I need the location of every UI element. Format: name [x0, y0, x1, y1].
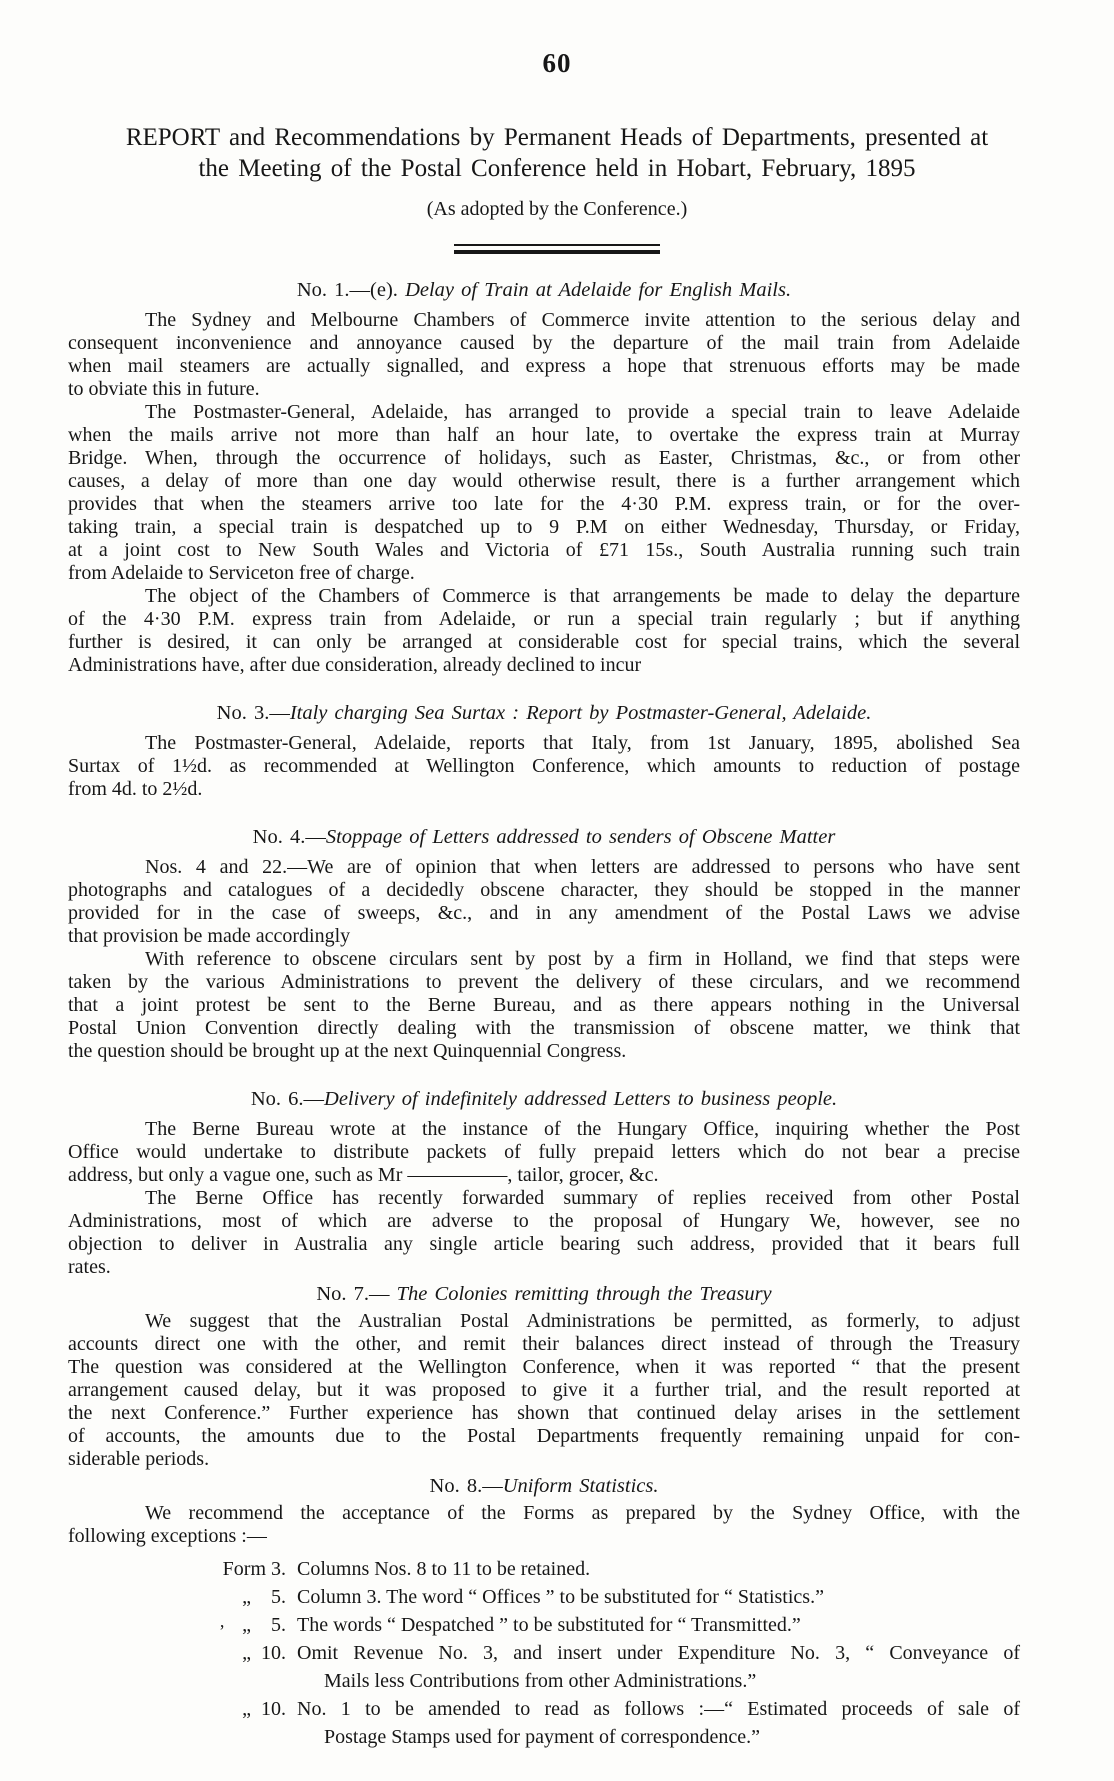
section-heading [68, 1474, 1020, 1498]
text-line: from 4d. to 2½d. [68, 778, 203, 800]
list-item-line: The words “ Despatched ” to be substituted for “ Transmitted.” [297, 1614, 801, 1636]
section-heading [68, 1087, 1020, 1111]
text-line: taken by the various Administrations to prevent the delivery of these circulars, and we recommend [68, 971, 1020, 993]
text-line: objection to deliver in Australia any single article bearing such address, provided that it bears full [68, 1233, 1020, 1255]
section-number: No. 4.— [252, 826, 326, 848]
text-line: We suggest that the Australian Postal Administrations be permitted, as formerly, to adjust [145, 1310, 1020, 1332]
text-line: The question was considered at the Wellington Conference, when it was reported “ that the present [68, 1356, 1020, 1378]
text-line: further is desired, it can only be arranged at considerable cost for special trains, which the several [68, 631, 1020, 653]
report-subtitle: (As adopted by the Conference.) [426, 198, 688, 220]
text-line: of accounts, the amounts due to the Postal Departments frequently remaining unpaid for con- [68, 1425, 1020, 1447]
section-title: Delivery of indefinitely addressed Letters to business people. [324, 1088, 838, 1110]
paragraph [68, 1310, 1020, 1471]
text-line: accounts direct one with the other, and remit their balances direct instead of through the Treasury [68, 1333, 1020, 1355]
list-item-line: Omit Revenue No. 3, and insert under Expenditure No. 3, “ Conveyance of [297, 1642, 1020, 1664]
text-line: rates. [68, 1256, 111, 1278]
text-line: Administrations, most of which are adverse to the proposal of Hungary We, however, see no [68, 1210, 1020, 1232]
text-line: that provision be made accordingly [68, 925, 351, 947]
list-item [68, 1611, 1020, 1639]
rule-thin [454, 244, 660, 246]
list-item-line: No. 1 to be amended to read as follows :—“ Estimated proceeds of sale of [297, 1698, 1020, 1720]
section-number: No. 1.—(e). [296, 279, 398, 301]
text-line: provided for in the case of sweeps, &c., and in any amendment of the Postal Laws we advise [68, 902, 1020, 924]
page-number: 60 [542, 48, 572, 78]
paragraph [68, 585, 1020, 677]
text-line: when mail steamers are actually signalled, and express a hope that strenuous efforts may be made [68, 355, 1020, 377]
list-item-line: Column 3. The word “ Offices ” to be substituted for “ Statistics.” [297, 1586, 824, 1608]
text-line: We recommend the acceptance of the Forms as prepared by the Sydney Office, with the [145, 1502, 1020, 1524]
section-title: Uniform Statistics. [502, 1475, 659, 1497]
text-line: at a joint cost to New South Wales and Victoria of £71 15s., South Australia running such train [68, 539, 1020, 561]
document-body [68, 278, 1020, 1751]
list-item-text [297, 1695, 1020, 1751]
text-line: Postal Union Convention directly dealing with the transmission of obscene matter, we think that [68, 1017, 1020, 1039]
section-heading [68, 1282, 1020, 1306]
text-line: Surtax of 1½d. as recommended at Wellington Conference, which amounts to reduction of postage [68, 755, 1020, 777]
list-item-label: Form 3. [222, 1558, 286, 1580]
section-number: No. 8.— [429, 1475, 503, 1497]
section-title: Italy charging Sea Surtax : Report by Postmaster-General, Adelaide. [289, 702, 872, 724]
section-title: The Colonies remitting through the Treasury [389, 1283, 772, 1305]
text-line: Bridge. When, through the occurrence of holidays, such as Easter, Christmas, &c., or from other [68, 447, 1020, 469]
text-line: The Sydney and Melbourne Chambers of Commerce invite attention to the serious delay and [145, 309, 1020, 331]
list-item [68, 1555, 1020, 1583]
text-line: address, but only a vague one, such as Mr —————, tailor, grocer, &c. [68, 1164, 659, 1186]
list-item [68, 1695, 1020, 1751]
section-heading [68, 278, 1020, 302]
section-number: No. 6.— [250, 1088, 325, 1110]
stray-mark: ’ [219, 1621, 225, 1641]
list-item-text [297, 1583, 1020, 1611]
paragraph [68, 1502, 1020, 1548]
text-line: following exceptions :— [68, 1525, 267, 1547]
text-line: photographs and catalogues of a decidedly obscene character, they should be stopped in the manner [68, 879, 1020, 901]
text-line: when the mails arrive not more than half an hour late, to overtake the express train at Murray [68, 424, 1020, 446]
text-line: The Postmaster-General, Adelaide, reports that Italy, from 1st January, 1895, abolished Sea [145, 732, 1020, 754]
section-number: No. 3.— [216, 702, 290, 724]
text-line: Nos. 4 and 22.—We are of opinion that when letters are addressed to persons who have sent [145, 856, 1020, 878]
section-title: Stoppage of Letters addressed to senders of Obscene Matter [325, 826, 836, 848]
text-line: The object of the Chambers of Commerce is that arrangements be made to delay the departure [145, 585, 1020, 607]
list-item-text [297, 1555, 1020, 1583]
paragraph [68, 1118, 1020, 1187]
rule-thick [454, 250, 660, 254]
list-item-label: „ 10. [242, 1698, 286, 1720]
text-line: the next Conference.” Further experience has shown that continued delay arises in the settlement [68, 1402, 1020, 1424]
list-item-text [297, 1639, 1020, 1695]
paragraph [68, 401, 1020, 585]
list-item-line: Postage Stamps used for payment of correspondence.” [324, 1726, 760, 1748]
text-line: causes, a delay of more than one day would otherwise result, there is a further arrangement which [68, 470, 1020, 492]
section-heading [68, 825, 1020, 849]
text-line: The Berne Bureau wrote at the instance of the Hungary Office, inquiring whether the Post [145, 1118, 1020, 1140]
paragraph [68, 948, 1020, 1063]
text-line: arrangement caused delay, but it was proposed to give it a further trial, and the result reported at [68, 1379, 1020, 1401]
section-heading [68, 701, 1020, 725]
text-line: provides that when the steamers arrive too late for the 4·30 P.M. express train, or for the over- [68, 493, 1020, 515]
section-title: Delay of Train at Adelaide for English Mails. [397, 279, 792, 301]
text-line: With reference to obscene circulars sent by post by a firm in Holland, we find that steps were [145, 948, 1020, 970]
text-line: from Adelaide to Serviceton free of charge. [68, 562, 415, 584]
paragraph [68, 1187, 1020, 1279]
report-title [0, 122, 1114, 184]
list-item-label: „ 10. [242, 1642, 286, 1664]
list-item-line: Columns Nos. 8 to 11 to be retained. [297, 1558, 591, 1580]
text-line: siderable periods. [68, 1448, 210, 1470]
paragraph [68, 309, 1020, 401]
paragraph [68, 732, 1020, 801]
paragraph [68, 856, 1020, 948]
list-item-label: „ 5. [242, 1614, 286, 1636]
text-line: Administrations have, after due consideration, already declined to incur [68, 654, 642, 676]
text-line: of the 4·30 P.M. express train from Adelaide, or run a special train regularly ; but if anything [68, 608, 1020, 630]
section-number: No. 7.— [316, 1283, 390, 1305]
form-list [68, 1555, 1020, 1751]
list-item-text [297, 1611, 1020, 1639]
text-line: that a joint protest be sent to the Berne Bureau, and as there appears nothing in the Universal [68, 994, 1020, 1016]
list-item [68, 1639, 1020, 1695]
double-rule [0, 244, 1114, 254]
title-line-2: the Meeting of the Postal Conference held in Hobart, February, 1895 [198, 155, 916, 182]
title-line-1: REPORT and Recommendations by Permanent Heads of Departments, presented at [125, 124, 989, 151]
list-item-line: Mails less Contributions from other Administrations.” [324, 1670, 757, 1692]
text-line: The Postmaster-General, Adelaide, has arranged to provide a special train to leave Adelaide [145, 401, 1020, 423]
text-line: taking train, a special train is despatched up to 9 P.M on either Wednesday, Thursday, or Friday, [68, 516, 1020, 538]
text-line: Office would undertake to distribute packets of fully prepaid letters which do not bear a precise [68, 1141, 1020, 1163]
text-line: consequent inconvenience and annoyance caused by the departure of the mail train from Adelaide [68, 332, 1020, 354]
text-line: the question should be brought up at the next Quinquennial Congress. [68, 1040, 627, 1062]
text-line: The Berne Office has recently forwarded summary of replies received from other Postal [145, 1187, 1020, 1209]
text-line: to obviate this in future. [68, 378, 260, 400]
list-item-label: „ 5. [242, 1586, 286, 1608]
list-item [68, 1583, 1020, 1611]
